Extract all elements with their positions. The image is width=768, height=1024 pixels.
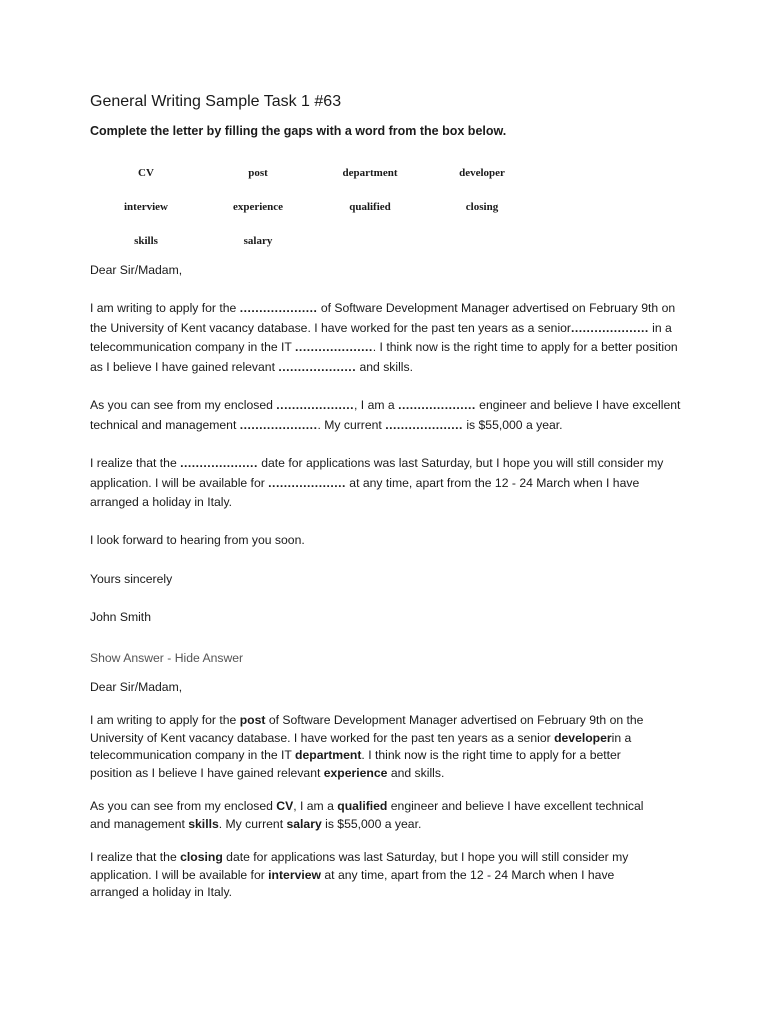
hide-answer-link[interactable]: Hide Answer	[174, 651, 244, 665]
gap-blank: ....................	[276, 398, 355, 412]
answer-word: CV	[276, 799, 294, 813]
word-box-item: skills	[134, 235, 158, 247]
gap-blank: ....................	[278, 359, 357, 374]
answer-toggle	[90, 651, 243, 665]
word-box-item: qualified	[349, 201, 391, 213]
gap-blank: ....................	[571, 320, 649, 335]
answer-word: department	[295, 748, 362, 762]
word-box-item: salary	[243, 235, 273, 247]
letter-paragraph-3: I realize that the .................... date for applications was last Saturday, but I hope you will still consider my application. I will be available for .................... at any time, apart from the 12 - 24 March when I have arranged a holiday in Italy.	[90, 456, 664, 509]
answer-word: skills	[188, 816, 219, 831]
word-box-item: post	[248, 167, 268, 179]
gap-blank: ....................	[385, 417, 463, 432]
word-box-row	[90, 165, 650, 199]
show-answer-link[interactable]: Show Answer	[90, 651, 164, 665]
gap-blank: ....................	[398, 398, 476, 412]
answer-word: closing	[180, 850, 223, 864]
letter-closing-line: I look forward to hearing from you soon.	[90, 533, 305, 547]
gap-blank: ....................	[268, 475, 346, 490]
letter-greeting: Dear Sir/Madam,	[90, 263, 183, 277]
word-box-item: developer	[459, 167, 505, 179]
gap-blank: ....................	[180, 456, 258, 470]
answer-word: qualified	[337, 799, 388, 813]
answer-word: developer	[554, 730, 612, 745]
answer-greeting: Dear Sir/Madam,	[90, 680, 183, 694]
answer-paragraph-2: As you can see from my enclosed CV, I am a qualified engineer and believe I have excellent technical and management skills. My current salary is $55,000 a year.	[90, 799, 644, 831]
word-box-row	[90, 199, 650, 233]
answer-word: experience	[323, 765, 388, 780]
answer-paragraph-3: I realize that the closing date for applications was last Saturday, but I hope you will still consider my application. I will be available for interview at any time, apart from the 12 - 24 March when I have arranged a holiday in Italy.	[90, 850, 629, 899]
word-box-item: interview	[124, 201, 168, 213]
answer-word: salary	[286, 816, 322, 831]
gap-blank: ....................	[295, 340, 373, 354]
word-box-item: experience	[232, 201, 284, 213]
gap-blank: ....................	[239, 301, 318, 315]
word-box-item: CV	[138, 167, 154, 179]
instructions: Complete the letter by filling the gaps with a word from the box below.	[90, 124, 507, 138]
answer-word: interview	[268, 867, 322, 882]
toggle-separator: -	[163, 651, 175, 665]
letter-paragraph-1: I am writing to apply for the .................... of Software Development Manager advertised on February 9th on the University of Kent vacancy database. I have worked for the past ten years as a senior.................... in a telecommunication company in the IT ..................... I think now is the right time to apply for a better position as I believe I have gained relevant .................... and skills.	[90, 301, 678, 374]
letter-signature-name: John Smith	[90, 610, 151, 624]
gap-blank: ....................	[239, 417, 318, 432]
word-box	[90, 165, 650, 267]
letter-paragraph-2: As you can see from my enclosed ...................., I am a .................... engineer and believe I have excellent technical and management ..................... My current .................... is $55,000 a year.	[90, 398, 681, 432]
word-box-item: department	[342, 167, 398, 179]
page-title: General Writing Sample Task 1 #63	[90, 93, 342, 110]
answer-paragraph-1: I am writing to apply for the post of Software Development Manager advertised on February 9th on the University of Kent vacancy database. I have worked for the past ten years as a senior developerin a telecommunication company in the IT department. I think now is the right time to apply for a better position as I believe I have gained relevant experience and skills.	[90, 713, 644, 780]
letter-signoff: Yours sincerely	[90, 572, 173, 586]
answer-word: post	[239, 713, 266, 727]
word-box-item: closing	[465, 201, 499, 213]
